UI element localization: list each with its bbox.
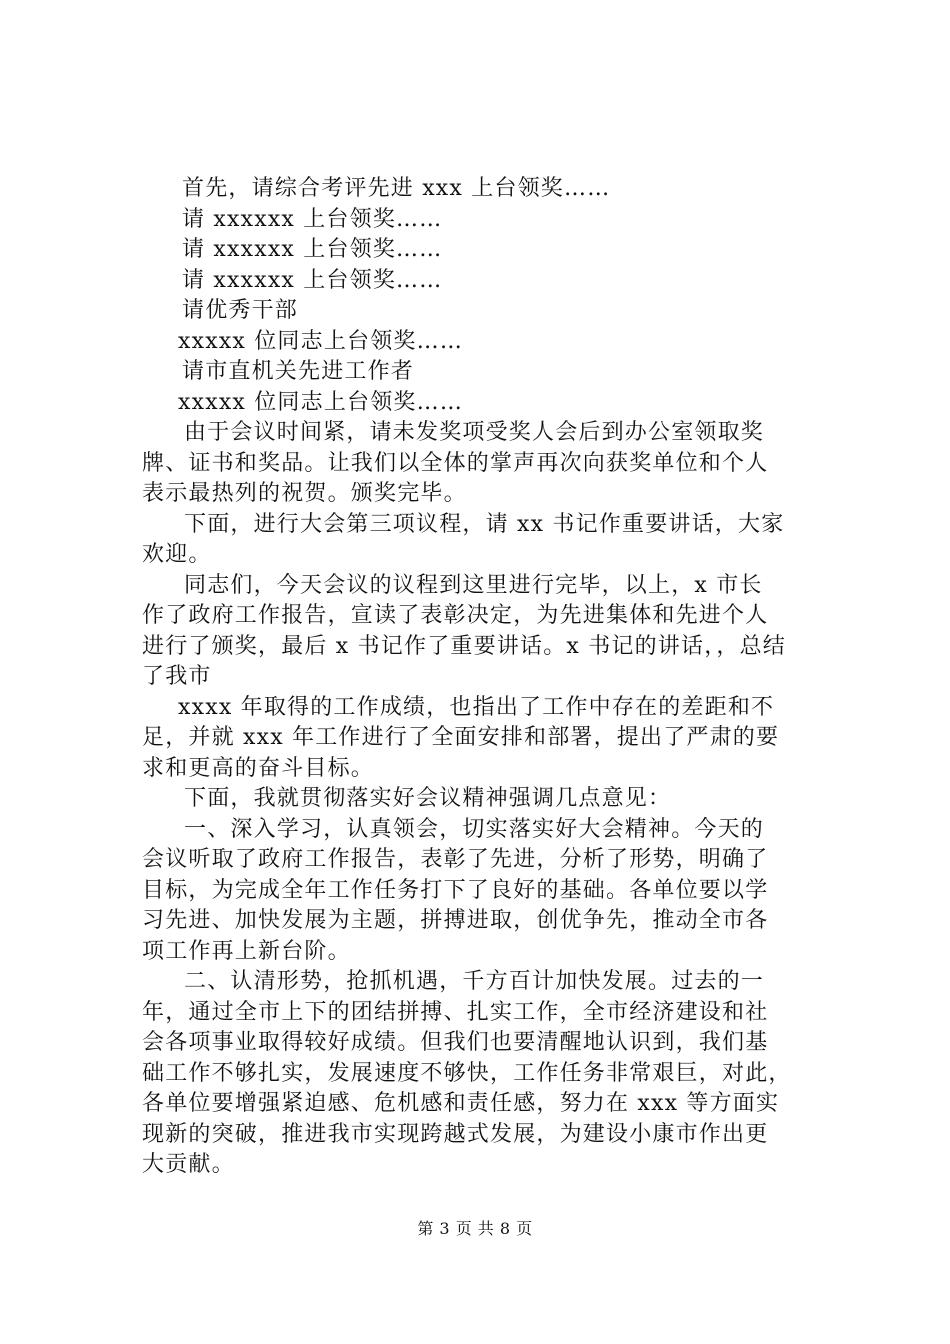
text-line: 会各项事业取得较好成绩。但我们也要清醒地认识到，我们基 [142, 1030, 769, 1055]
paragraph-start-line: 同志们，今天会议的议程到这里进行完毕，以上，x 市长 [184, 572, 763, 598]
text-line: xxxxx 位同志上台领奖…… [178, 389, 464, 415]
text-line: 年，通过全市上下的团结拼搏、扎实工作，全市经济建设和社 [142, 999, 769, 1025]
text-line: 请 xxxxxx 上台领奖…… [182, 267, 443, 293]
text-line: xxxxx 位同志上台领奖…… [178, 328, 464, 354]
text-line: 请优秀干部 [182, 298, 299, 323]
text-line: xxxx 年取得的工作成绩，也指出了工作中存在的差距和不 [178, 694, 775, 720]
text-line: 请市直机关先进工作者 [182, 359, 415, 384]
text-line: 目标，为完成全年工作任务打下了良好的基础。各单位要以学 [142, 877, 769, 903]
paragraph-start-line: 下面，我就贯彻落实好会议精神强调几点意见： [184, 786, 672, 811]
paragraph-start-line: 一、深入学习，认真领会，切实落实好大会精神。今天的 [184, 816, 765, 842]
text-line: 了我市 [142, 664, 212, 689]
text-line: 首先，请综合考评先进 xxx 上台领奖…… [182, 176, 611, 201]
text-line: 作了政府工作报告，宣读了表彰决定，为先进集体和先进个人 [142, 603, 769, 628]
paragraph-start-line: 下面，进行大会第三项议程，请 xx 书记作重要讲话，大家 [184, 511, 785, 537]
text-line: 求和更高的奋斗目标。 [142, 755, 375, 781]
paragraph-start-line: 由于会议时间紧，请未发奖项受奖人会后到办公室领取奖 [184, 420, 765, 445]
text-line: 大贡献。 [142, 1152, 235, 1177]
text-line: 足，并就 xxx 年工作进行了全面安排和部署，提出了严肃的要 [142, 725, 780, 750]
text-line: 请 xxxxxx 上台领奖…… [182, 206, 443, 232]
page-number-footer: 第 3 页 共 8 页 [417, 1219, 533, 1238]
text-line: 现新的突破，推进我市实现跨越式发展，为建设小康市作出更 [142, 1121, 769, 1147]
text-line: 项工作再上新台阶。 [142, 938, 351, 964]
text-line: 欢迎。 [142, 542, 212, 567]
paragraph-start-line: 二、认清形势，抢抓机遇，千方百计加快发展。过去的一 [184, 969, 765, 994]
text-line: 习先进、加快发展为主题，拼搏进取，创优争先，推动全市各 [142, 908, 769, 933]
document-body [142, 174, 842, 1181]
text-line: 础工作不够扎实，发展速度不够快，工作任务非常艰巨，对此， [142, 1060, 792, 1086]
text-line: 会议听取了政府工作报告，表彰了先进，分析了形势，明确了 [142, 847, 769, 872]
text-line: 请 xxxxxx 上台领奖…… [182, 237, 443, 262]
text-line: 进行了颁奖，最后 x 书记作了重要讲话。x 书记的讲话，，总结 [142, 633, 786, 659]
text-line: 表示最热列的祝贺。颁奖完毕。 [142, 481, 467, 506]
text-line: 牌、证书和奖品。让我们以全体的掌声再次向获奖单位和个人 [142, 450, 769, 476]
text-line: 各单位要增强紧迫感、危机感和责任感，努力在 xxx 等方面实 [142, 1091, 780, 1116]
